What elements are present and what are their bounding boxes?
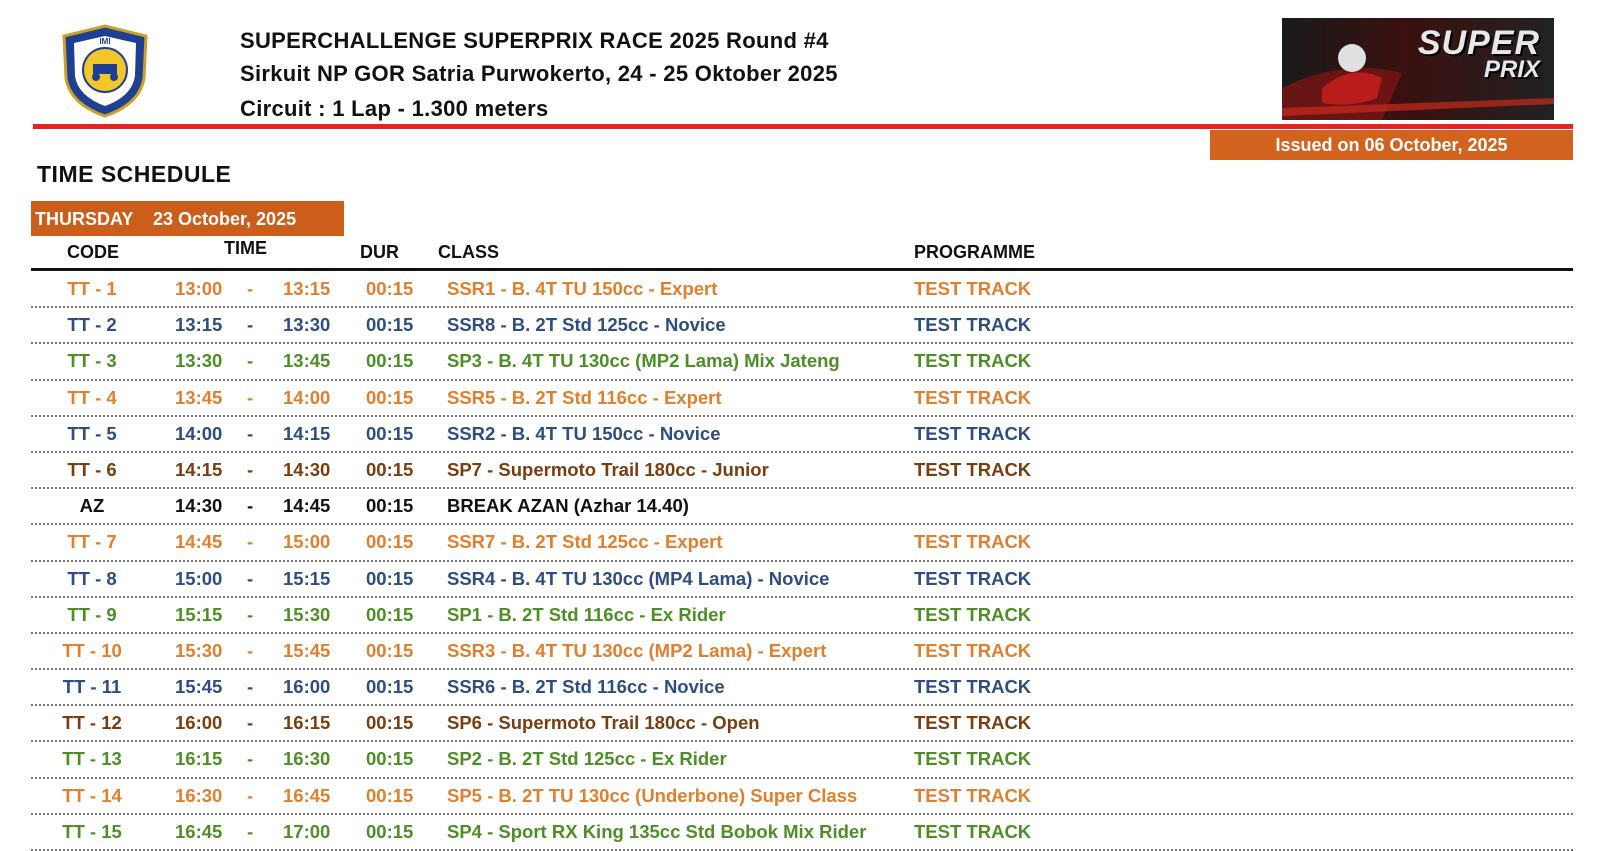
table-row: [31, 489, 1573, 525]
row-code: TT - 1: [67, 278, 117, 299]
row-start-time: 13:00: [175, 278, 223, 299]
row-duration: 00:15: [366, 278, 414, 299]
row-code: TT - 9: [67, 603, 117, 625]
row-time-separator: -: [247, 386, 254, 408]
table-row: [31, 598, 1573, 634]
row-class: SSR3 - B. 4T TU 130cc (MP2 Lama) - Expert: [447, 639, 827, 661]
table-row: [31, 453, 1573, 489]
table-row: [31, 344, 1573, 380]
row-end-time: 15:45: [283, 639, 331, 661]
row-programme: TEST TRACK: [914, 567, 1032, 589]
row-time-separator: -: [247, 784, 254, 806]
row-programme: TEST TRACK: [914, 820, 1032, 842]
row-programme: TEST TRACK: [914, 422, 1032, 444]
row-start-time: 14:00: [175, 422, 223, 444]
row-code: TT - 12: [62, 712, 122, 734]
row-start-time: 16:15: [175, 748, 223, 770]
row-code: AZ: [79, 495, 105, 517]
row-duration: 00:15: [366, 495, 414, 517]
row-time-separator: -: [247, 639, 254, 661]
row-programme: TEST TRACK: [914, 639, 1032, 661]
row-programme: TEST TRACK: [914, 386, 1032, 408]
row-start-time: 15:45: [175, 676, 223, 698]
row-code: TT - 3: [67, 350, 117, 372]
row-start-time: 13:30: [175, 350, 223, 372]
col-header-class: CLASS: [438, 242, 500, 262]
table-row: [31, 272, 1573, 308]
row-code: TT - 4: [67, 386, 117, 408]
row-class: BREAK AZAN (Azhar 14.40): [447, 495, 689, 517]
table-row: [31, 706, 1573, 742]
row-end-time: 14:30: [283, 458, 331, 480]
row-code: TT - 8: [67, 567, 117, 589]
event-venue: Sirkuit NP GOR Satria Purwokerto, 24 - 25 Oktober 2025: [240, 61, 838, 86]
row-start-time: 15:30: [175, 639, 223, 661]
row-code: TT - 14: [62, 784, 122, 806]
row-start-time: 14:30: [175, 495, 223, 517]
row-code: TT - 15: [62, 820, 122, 842]
row-start-time: 15:15: [175, 603, 223, 625]
col-header-programme: PROGRAMME: [914, 242, 1035, 262]
row-end-time: 15:15: [283, 567, 331, 589]
table-row: [31, 779, 1573, 815]
row-time-separator: -: [247, 531, 254, 553]
row-duration: 00:15: [366, 531, 414, 553]
row-class: SSR6 - B. 2T Std 116cc - Novice: [447, 676, 725, 698]
row-class: SSR8 - B. 2T Std 125cc - Novice: [447, 314, 726, 336]
row-start-time: 16:45: [175, 820, 223, 842]
row-start-time: 15:00: [175, 567, 223, 589]
row-end-time: 16:30: [283, 748, 331, 770]
row-class: SP4 - Sport RX King 135cc Std Bobok Mix Rider: [447, 820, 867, 842]
row-end-time: 13:45: [283, 350, 331, 372]
row-time-separator: -: [247, 820, 254, 842]
row-class: SSR4 - B. 4T TU 130cc (MP4 Lama) - Novice: [447, 567, 830, 589]
table-row: [31, 417, 1573, 453]
row-code: TT - 10: [62, 639, 122, 661]
row-duration: 00:15: [366, 350, 414, 372]
table-row: [31, 742, 1573, 778]
table-row: [31, 670, 1573, 706]
superprix-banner: [1282, 18, 1554, 120]
row-programme: TEST TRACK: [914, 314, 1032, 336]
row-time-separator: -: [247, 458, 254, 480]
row-duration: 00:15: [366, 386, 414, 408]
row-class: SSR1 - B. 4T TU 150cc - Expert: [447, 278, 718, 299]
row-programme: TEST TRACK: [914, 350, 1032, 372]
row-duration: 00:15: [366, 748, 414, 770]
table-row: [31, 634, 1573, 670]
day-bar: [31, 201, 344, 236]
row-time-separator: -: [247, 278, 254, 299]
row-duration: 00:15: [366, 820, 414, 842]
table-row: [31, 815, 1573, 851]
event-circuit: Circuit : 1 Lap - 1.300 meters: [240, 96, 549, 121]
superprix-wordmark: [1417, 24, 1540, 83]
row-programme: TEST TRACK: [914, 784, 1032, 806]
row-class: SP5 - B. 2T TU 130cc (Underbone) Super Class: [447, 784, 858, 806]
row-class: SP6 - Supermoto Trail 180cc - Open: [447, 712, 760, 734]
row-code: TT - 2: [67, 314, 117, 336]
row-start-time: 16:00: [175, 712, 223, 734]
row-programme: TEST TRACK: [914, 278, 1032, 299]
row-duration: 00:15: [366, 567, 414, 589]
row-duration: 00:15: [366, 603, 414, 625]
event-title: SUPERCHALLENGE SUPERPRIX RACE 2025 Round #4: [240, 28, 829, 53]
row-time-separator: -: [247, 567, 254, 589]
row-time-separator: -: [247, 350, 254, 372]
row-class: SSR5 - B. 2T Std 116cc - Expert: [447, 386, 722, 408]
logo-text: IMI: [99, 37, 111, 46]
table-row: [31, 562, 1573, 598]
row-class: SP3 - B. 4T TU 130cc (MP2 Lama) Mix Jateng: [447, 350, 840, 372]
row-class: SP2 - B. 2T Std 125cc - Ex Rider: [447, 748, 727, 770]
table-row: [31, 308, 1573, 344]
row-start-time: 13:45: [175, 386, 223, 408]
row-duration: 00:15: [366, 712, 414, 734]
row-class: SSR7 - B. 2T Std 125cc - Expert: [447, 531, 723, 553]
row-end-time: 14:15: [283, 422, 331, 444]
row-time-separator: -: [247, 495, 254, 517]
row-time-separator: -: [247, 422, 254, 444]
row-time-separator: -: [247, 314, 254, 336]
row-time-separator: -: [247, 603, 254, 625]
row-duration: 00:15: [366, 422, 414, 444]
row-programme: TEST TRACK: [914, 603, 1032, 625]
row-duration: 00:15: [366, 784, 414, 806]
row-end-time: 15:30: [283, 603, 331, 625]
row-end-time: 16:15: [283, 712, 331, 734]
row-programme: TEST TRACK: [914, 676, 1032, 698]
row-class: SP1 - B. 2T Std 116cc - Ex Rider: [447, 603, 726, 625]
day-date: 23 October, 2025: [153, 209, 297, 229]
row-end-time: 15:00: [283, 531, 331, 553]
row-start-time: 13:15: [175, 314, 223, 336]
day-label: THURSDAY: [35, 209, 134, 229]
row-programme: TEST TRACK: [914, 712, 1032, 734]
row-time-separator: -: [247, 748, 254, 770]
row-programme: TEST TRACK: [914, 531, 1032, 553]
row-end-time: 14:00: [283, 386, 331, 408]
row-duration: 00:15: [366, 676, 414, 698]
row-class: SSR2 - B. 4T TU 150cc - Novice: [447, 422, 721, 444]
row-code: TT - 7: [67, 531, 117, 553]
row-programme: TEST TRACK: [914, 458, 1032, 480]
row-end-time: 17:00: [283, 820, 331, 842]
row-programme: TEST TRACK: [914, 748, 1032, 770]
col-header-dur: DUR: [360, 242, 399, 262]
header-rule: [31, 268, 1573, 271]
issued-date: Issued on 06 October, 2025: [1210, 130, 1573, 160]
table-row: [31, 381, 1573, 417]
imi-logo: [60, 24, 150, 118]
col-header-time: TIME: [224, 238, 267, 258]
row-start-time: 16:30: [175, 784, 223, 806]
row-start-time: 14:15: [175, 458, 223, 480]
row-code: TT - 5: [67, 422, 117, 444]
row-time-separator: -: [247, 712, 254, 734]
row-duration: 00:15: [366, 458, 414, 480]
row-code: TT - 6: [67, 458, 117, 480]
row-duration: 00:15: [366, 639, 414, 661]
row-time-separator: -: [247, 676, 254, 698]
table-row: [31, 525, 1573, 561]
row-end-time: 16:00: [283, 676, 331, 698]
row-start-time: 14:45: [175, 531, 223, 553]
row-code: TT - 13: [62, 748, 122, 770]
row-end-time: 16:45: [283, 784, 331, 806]
banner-text-prix: PRIX: [1483, 55, 1540, 83]
row-class: SP7 - Supermoto Trail 180cc - Junior: [447, 458, 769, 480]
row-end-time: 13:15: [283, 278, 331, 299]
banner-text-super: SUPER: [1417, 24, 1540, 62]
schedule-title: TIME SCHEDULE: [37, 161, 232, 187]
col-header-code: CODE: [67, 242, 120, 262]
row-end-time: 14:45: [283, 495, 331, 517]
header-divider: [33, 124, 1573, 129]
row-duration: 00:15: [366, 314, 414, 336]
row-code: TT - 11: [62, 676, 122, 698]
row-end-time: 13:30: [283, 314, 331, 336]
schedule-table: [31, 272, 1573, 851]
